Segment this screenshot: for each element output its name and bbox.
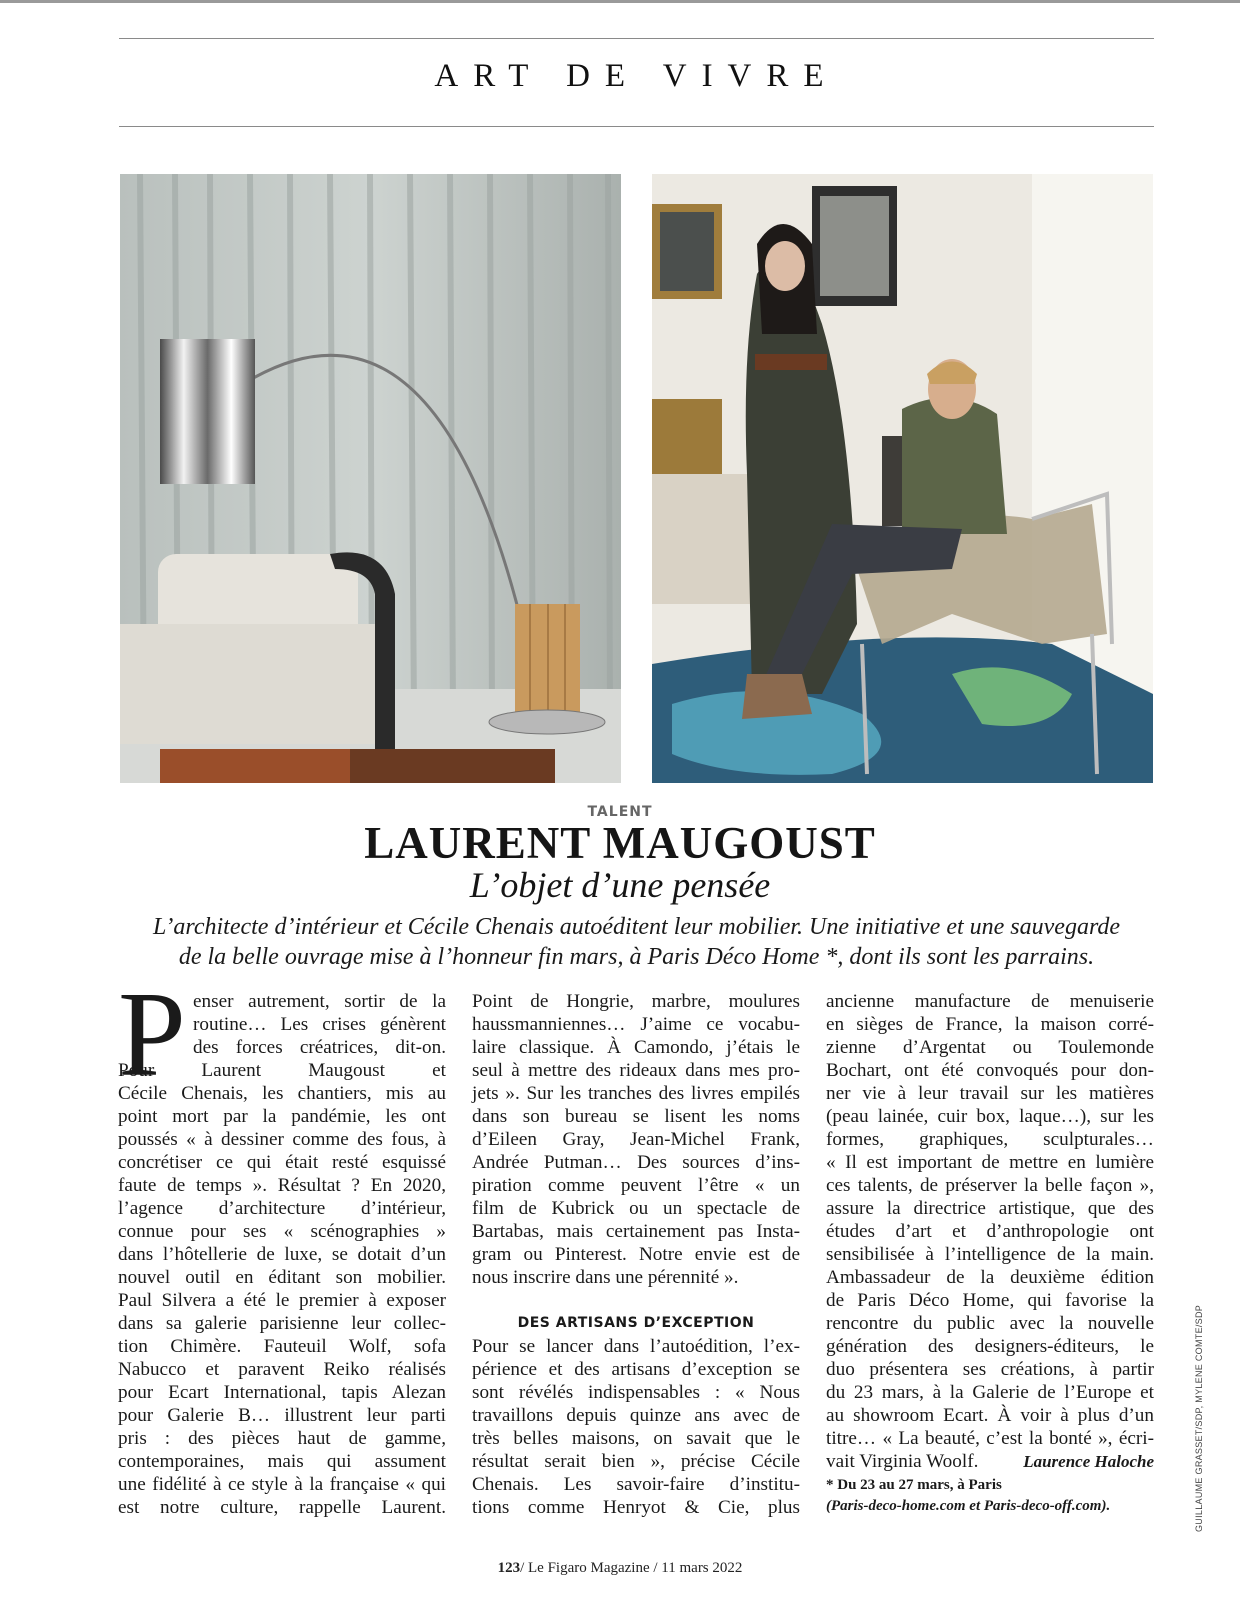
text-line: dans l’hôtellerie de luxe, se dotait d’un <box>118 1244 446 1265</box>
text-line: dans son bureau se lisent les noms <box>472 1106 800 1127</box>
text-line: Ambassadeur de la deuxième édition <box>826 1267 1154 1288</box>
page-top-border <box>0 0 1240 3</box>
photo-designers-portrait <box>652 174 1153 783</box>
section-title: ART DE VIVRE <box>434 58 839 94</box>
text-line: Nabucco et paravent Reiko réalisés <box>118 1359 446 1380</box>
header-bottom-rule <box>119 126 1154 127</box>
publication-info: / Le Figaro Magazine / 11 mars 2022 <box>520 1560 743 1576</box>
text-line: ner vie à leur travail sur les matières <box>826 1083 1154 1104</box>
text-line: faute de temps ». Résultat ? En 2020, <box>118 1175 446 1196</box>
article-column-3 <box>826 990 1154 1517</box>
article-column-1 <box>118 990 446 1519</box>
text-line: périence et des artisans d’exception se <box>472 1359 800 1380</box>
text-line: génération des designers-éditeurs, le <box>826 1336 1154 1357</box>
author-signature: Laurence Haloche <box>1023 1452 1154 1471</box>
article-kicker: TALENT <box>587 804 653 820</box>
text-line: Chenais. Les savoir-faire d’institu- <box>472 1474 800 1495</box>
text-line: études d’art et d’anthropologie ont <box>826 1221 1154 1242</box>
text-line: tion Chimère. Fauteuil Wolf, sofa <box>118 1336 446 1357</box>
text-line: (peau lainée, cuir box, laque…), sur les <box>826 1106 1154 1127</box>
text-line: Andrée Putman… Des sources d’ins- <box>472 1152 800 1173</box>
text-line: l’agence d’architecture d’intérieur, <box>118 1198 446 1219</box>
text-line: Bartabas, mais certainement pas Insta- <box>472 1221 800 1242</box>
column-spacer <box>472 1289 800 1312</box>
page-number: 123 <box>497 1560 521 1576</box>
column-2-part-b <box>472 1335 800 1519</box>
footnote <box>826 1475 1154 1517</box>
text-line: d’Eileen Gray, Jean-Michel Frank, <box>472 1129 800 1150</box>
drop-cap: P <box>118 967 186 1102</box>
text-line: une fidélité à ce style à la française « qui <box>118 1474 446 1495</box>
text-line: point mort par la pandémie, les ont <box>118 1106 446 1127</box>
page-footer <box>0 1560 1240 1577</box>
text-line: Pour Laurent Maugoust et <box>118 1060 446 1081</box>
header-top-rule <box>119 38 1154 39</box>
text-line: piration comme peuvent l’être « un <box>472 1175 800 1196</box>
footnote-line: * Du 23 au 27 mars, à Paris <box>826 1477 1002 1493</box>
photo-credit: GUILLAUME GRASSET/SDP, MYLENE COMTE/SDP <box>1194 1304 1204 1532</box>
closing-text: vait Virginia Woolf. <box>826 1451 979 1472</box>
text-line: au showroom Ecart. À voir à plus d’un <box>826 1405 1154 1426</box>
text-line: tions comme Henryot & Cie, plus <box>472 1497 800 1518</box>
column-2-part-a <box>472 990 800 1289</box>
text-line: Paul Silvera a été le premier à exposer <box>118 1290 446 1311</box>
text-line: duo présentera ses créations, à partir <box>826 1359 1154 1380</box>
text-line: dans sa galerie parisienne leur collec- <box>118 1313 446 1334</box>
text-line: résultat serait bien », précise Cécile <box>472 1451 800 1472</box>
text-line: ancienne manufacture de menuiserie <box>826 991 1154 1012</box>
text-line: jets ». Sur les tranches des livres empilés <box>472 1083 800 1104</box>
crosshead: DES ARTISANS D’EXCEPTION <box>517 1315 755 1331</box>
column-3-body <box>826 990 1154 1450</box>
photo-sofa-lamp <box>120 174 621 783</box>
text-line: « Il est important de mettre en lumière <box>826 1152 1154 1173</box>
text-line: pour Galerie B… illustrent leur parti <box>118 1405 446 1426</box>
text-line: Pour se lancer dans l’autoédition, l’ex- <box>472 1336 800 1357</box>
text-line: formes, graphiques, sculpturales… <box>826 1129 1154 1150</box>
text-line: gram ou Pinterest. Notre envie est de <box>472 1244 800 1265</box>
text-line: très belles maisons, on savait que le <box>472 1428 800 1449</box>
footnote-line: (Paris-deco-home.com et Paris-deco-off.com). <box>826 1498 1111 1514</box>
article-column-2 <box>472 990 800 1519</box>
text-line: sensibilisée à l’intelligence de la main. <box>826 1244 1154 1265</box>
text-line: routine… Les crises génèrent <box>193 1014 446 1035</box>
text-line: Cécile Chenais, les chantiers, mis au <box>118 1083 446 1104</box>
standfirst-line: de la belle ouvrage mise à l’honneur fin mars, à Paris Déco Home *, dont ils sont les parrains. <box>178 944 1095 970</box>
text-line: travaillons depuis quinze ans avec de <box>472 1405 800 1426</box>
article-standfirst <box>119 912 1154 972</box>
text-line: est notre culture, rappelle Laurent. <box>118 1497 446 1518</box>
text-line: poussés « à dessiner comme des fous, à <box>118 1129 446 1150</box>
text-line: concrétiser ce qui était resté esquissé <box>118 1152 446 1173</box>
standfirst-line: L’architecte d’intérieur et Cécile Chenais autoéditent leur mobilier. Une initiative et une sauvegarde <box>152 914 1121 940</box>
article-headline: LAURENT MAUGOUST <box>364 818 876 868</box>
text-line: nous inscrire dans une pérennité ». <box>472 1267 739 1288</box>
text-line: pour Ecart International, tapis Alezan <box>118 1382 446 1403</box>
text-line: haussmanniennes… J’aime ce vocabu- <box>472 1014 800 1035</box>
text-line: zienne d’Argentat ou Toulemonde <box>826 1037 1154 1058</box>
text-line: pris : des pièces haut de gamme, <box>118 1428 446 1449</box>
text-line: seul à mettre des rideaux dans mes pro- <box>472 1060 800 1081</box>
text-line: Point de Hongrie, marbre, moulures <box>472 991 800 1012</box>
text-line: assure la directrice artistique, que des <box>826 1198 1154 1219</box>
article-subhead: L’objet d’une pensée <box>469 865 771 905</box>
column-3-closing-line <box>826 1450 1154 1473</box>
text-line: laire classique. À Camondo, j’étais le <box>472 1037 800 1058</box>
text-line: de Paris Déco Home, qui favorise la <box>826 1290 1154 1311</box>
text-line: Bochart, ont été convoqués pour don- <box>826 1060 1154 1081</box>
text-line: enser autrement, sortir de la <box>193 991 446 1012</box>
text-line: sont révélés indispensables : « Nous <box>472 1382 800 1403</box>
text-line: nouvel outil en éditant son mobilier. <box>118 1267 446 1288</box>
text-line: titre… « La beauté, c’est la bonté », écri- <box>826 1428 1154 1449</box>
text-line: connue pour ses « scénographies » <box>118 1221 446 1242</box>
text-line: du 23 mars, à la Galerie de l’Europe et <box>826 1382 1154 1403</box>
text-line: rencontre du public avec la nouvelle <box>826 1313 1154 1334</box>
text-line: contemporaines, mais qui assument <box>118 1451 446 1472</box>
text-line: des forces créatrices, dit-on. <box>193 1037 446 1058</box>
text-line: ces talents, de préserver la belle façon », <box>826 1175 1154 1196</box>
text-line: en sièges de France, la maison corré- <box>826 1014 1154 1035</box>
text-line: film de Kubrick ou un spectacle de <box>472 1198 800 1219</box>
